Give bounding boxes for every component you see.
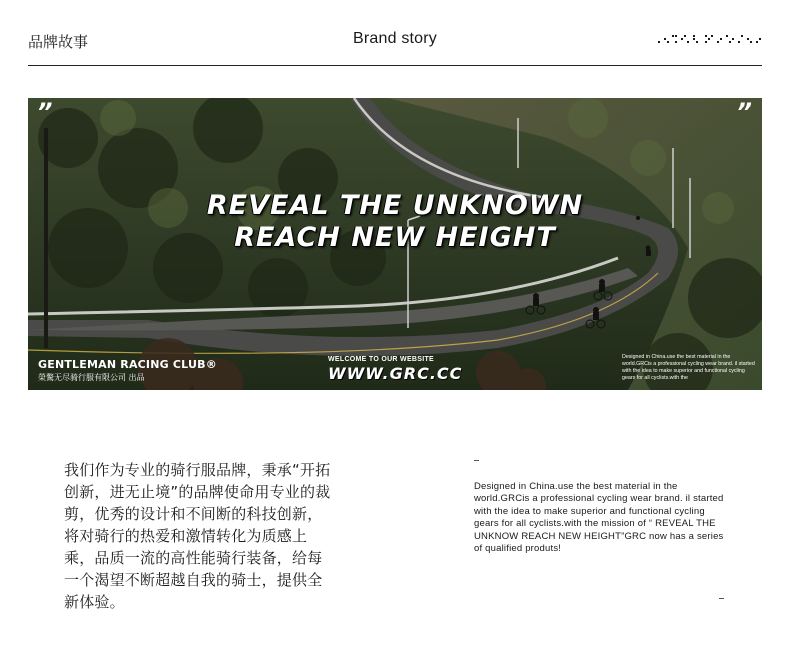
page-header — [0, 0, 790, 66]
cn-paragraph: 我们作为专业的骑行服品牌，秉承“开拓创新，进无止境”的品牌使命用专业的裁剪，优秀的设计和不间断的科技创新，将对骑行的热爱和激情转化为质感上乘，品质一流的高性能骑行装备，给每一个渴望不断超越自我的骑士，提供全新体验。 — [64, 461, 331, 611]
dash-divider-bottom — [719, 598, 724, 599]
welcome-label: WELCOME TO OUR WEBSITE — [328, 356, 435, 363]
dotted-pattern-icon — [658, 32, 762, 46]
club-subtitle: 榮驁无尽骑行服有限公司 出品 — [38, 373, 145, 382]
header-divider — [28, 65, 762, 66]
dash-divider-top — [474, 460, 479, 461]
banner-headline-1: REVEAL THE UNKNOWN — [206, 190, 584, 221]
en-paragraph: Designed in China.use the best material in the world.GRCis a professional cycling wear brand. il started with the idea to make superior and functional cycling gears for all cyclists.with the mission of “ REVEAL THE UNKNOW REACH NEW HEIGHT”GRC now has a series of qualified produts! — [474, 481, 724, 555]
hero-banner — [28, 98, 762, 390]
website-link[interactable]: WWW.GRC.CC — [328, 364, 463, 383]
header-cn-title: 品牌故事 — [28, 33, 89, 51]
page-title: Brand story — [352, 30, 437, 47]
banner-headline-2: REACH NEW HEIGHT — [234, 222, 556, 253]
club-name: GENTLEMAN RACING CLUB® — [38, 358, 217, 371]
banner-description: Designed in China.use the best material in the world.GRCis a professional cycling wear brand. il started with the idea to make superior and functional cycling gears for all cyclists.with the — [622, 354, 755, 381]
quote-mark-right: ” — [736, 98, 752, 126]
quote-mark-left: ” — [37, 98, 53, 126]
